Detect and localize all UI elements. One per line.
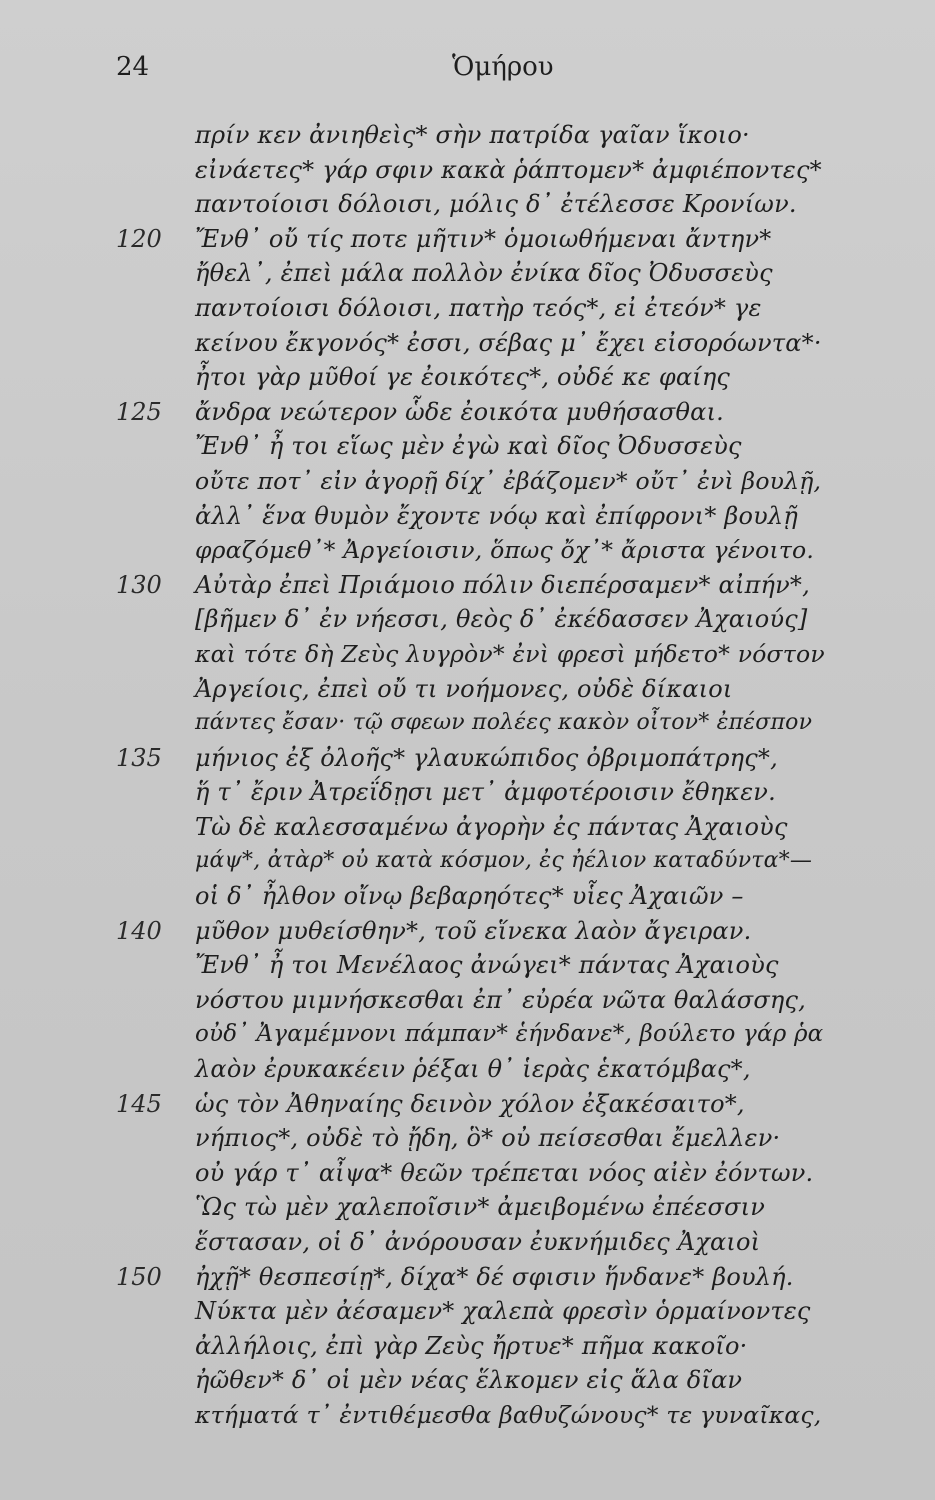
verse-line-text: παντοίοισι δόλοισι, μόλις δ᾽ ἐτέλεσσε Κρονίων. (195, 190, 797, 219)
verse-line (0, 499, 935, 534)
verse-line (0, 637, 935, 672)
verse-line (0, 1156, 935, 1191)
verse-line-text: ἦτοι γὰρ μῦθοί γε ἐοικότες*, οὐδέ κε φαίης (195, 363, 731, 392)
verse-line (0, 706, 935, 741)
verse-line (0, 1329, 935, 1364)
running-title: Ὁμήρου (452, 52, 554, 82)
verse-line-text: Νύκτα μὲν ἀέσαμεν* χαλεπὰ φρεσὶν ὁρμαίνοντες (195, 1297, 811, 1326)
verse-line (0, 326, 935, 361)
verse-line (0, 464, 935, 499)
verse-line-text: λαὸν ἐρυκακέειν ῥέξαι θ᾽ ἱερὰς ἑκατόμβας*, (195, 1055, 751, 1084)
verse-line (0, 1121, 935, 1156)
verse-line (0, 741, 935, 776)
verse-line-text: ἠχῇ* θεσπεσίῃ*, δίχα* δέ σφισιν ἥνδανε* βουλή. (195, 1262, 794, 1291)
verse-line (0, 1017, 935, 1052)
page-header (0, 52, 935, 92)
verse-line (0, 775, 935, 810)
verse-line-text: Τὼ δὲ καλεσσαμένω ἀγορὴν ἐς πάντας Ἀχαιοὺς (195, 812, 788, 841)
verse-line (0, 1260, 935, 1295)
verse-line-text: Ὣς τὼ μὲν χαλεποῖσιν* ἀμειβομένω ἐπέεσσιν (195, 1193, 766, 1222)
verse-line-text: πάντες ἔσαν· τῷ σφεων πολέες κακὸν οἶτον* ἐπέσπον (195, 710, 813, 736)
verse-line-text: παντοίοισι δόλοισι, πατὴρ τεός*, εἰ ἐτεόν* γε (195, 293, 762, 322)
verse-line-text: πρίν κεν ἀνιηθεὶς* σὴν πατρίδα γαῖαν ἵκοιο· (195, 121, 750, 149)
line-number: 150 (116, 1262, 162, 1291)
verse-line (0, 395, 935, 430)
page-number: 24 (116, 52, 150, 82)
verse-line-text: Ἔνθ᾽ ἦ τοι Μενέλαος ἀνώγει* πάντας Ἀχαιοὺς (195, 951, 779, 980)
verse-line-text: ὡς τὸν Ἀθηναίης δεινὸν χόλον ἐξακέσαιτο*, (195, 1089, 745, 1118)
line-number: 140 (116, 916, 162, 945)
verse-line-text: ἤθελ᾽, ἐπεὶ μάλα πολλὸν ἐνίκα δῖος Ὀδυσσεὺς (195, 259, 773, 288)
verse-line (0, 187, 935, 222)
verse-line (0, 1398, 935, 1433)
verse-line (0, 983, 935, 1018)
verse-line-text: ἠῶθεν* δ᾽ οἱ μὲν νέας ἕλκομεν εἰς ἅλα δῖαν (195, 1366, 743, 1395)
verse-line-text: μήνιος ἐξ ὀλοῆς* γλαυκώπιδος ὀβριμοπάτρης*, (195, 743, 778, 772)
verse-line (0, 1363, 935, 1398)
verse-line (0, 948, 935, 983)
verse-line-text: Ἔνθ᾽ οὔ τίς ποτε μῆτιν* ὁμοιωθήμεναι ἄντην* (195, 224, 772, 253)
verse-line-text: Αὐτὰρ ἐπεὶ Πριάμοιο πόλιν διεπέρσαμεν* αἰπήν*, (195, 570, 810, 599)
verse-line-text: νήπιος*, οὐδὲ τὸ ᾔδη, ὃ* οὐ πείσεσθαι ἔμελλεν· (195, 1124, 781, 1153)
verse-line-text: μάψ*, ἀτὰρ* οὐ κατὰ κόσμον, ἐς ἠέλιον καταδύντα*— (195, 848, 813, 874)
verse-line (0, 914, 935, 949)
verse-line (0, 672, 935, 707)
verse-line (0, 291, 935, 326)
line-number: 120 (116, 224, 162, 253)
verse-line-text: οἱ δ᾽ ἦλθον οἴνῳ βεβαρηότες* υἷες Ἀχαιῶν – (195, 882, 744, 911)
verse-line-text: ἀλλ᾽ ἕνα θυμὸν ἔχοντε νόῳ καὶ ἐπίφρονι* βουλῇ (195, 501, 798, 530)
verse-line (0, 1294, 935, 1329)
verse-line (0, 118, 935, 153)
verse-line-text: μῦθον μυθείσθην*, τοῦ εἵνεκα λαὸν ἄγειραν. (195, 916, 752, 945)
verse-line-text: [βῆμεν δ᾽ ἐν νήεσσι, θεὸς δ᾽ ἐκέδασσεν Ἀχαιούς] (195, 605, 808, 634)
verse-line (0, 810, 935, 845)
verse-line (0, 879, 935, 914)
verse-line-text: καὶ τότε δὴ Ζεὺς λυγρὸν* ἐνὶ φρεσὶ μήδετο* νόστον (195, 639, 825, 668)
verse-line-text: Ἀργείοις, ἐπεὶ οὔ τι νοήμονες, οὐδὲ δίκαιοι (195, 674, 733, 703)
verse-line (0, 1225, 935, 1260)
verse-line-text: νόστου μιμνήσκεσθαι ἐπ᾽ εὐρέα νῶτα θαλάσσης, (195, 985, 806, 1014)
verse-line (0, 360, 935, 395)
verse-line-text: εἰνάετες* γάρ σφιν κακὰ ῥάπτομεν* ἀμφιέποντες* (195, 155, 822, 184)
verse-line-text: Ἔνθ᾽ ἦ τοι εἵως μὲν ἐγὼ καὶ δῖος Ὀδυσσεὺς (195, 432, 742, 461)
verse-line-text: ἕστασαν, οἱ δ᾽ ἀνόρουσαν ἐυκνήμιδες Ἀχαιοὶ (195, 1228, 761, 1256)
verse-line-text: ἀλλήλοις, ἐπὶ γὰρ Ζεὺς ἤρτυε* πῆμα κακοῖο· (195, 1331, 748, 1360)
line-number: 125 (116, 397, 162, 426)
verse-line-text: οὐδ᾽ Ἀγαμέμνονι πάμπαν* ἑήνδανε*, βούλετο γάρ ῥα (195, 1021, 824, 1048)
verse-line (0, 153, 935, 188)
verse-line (0, 1052, 935, 1087)
verse-line (0, 1190, 935, 1225)
verse-line (0, 429, 935, 464)
verse-line-text: κτήματά τ᾽ ἐντιθέμεσθα βαθυζώνους* τε γυναῖκας, (195, 1400, 822, 1429)
verse-line (0, 602, 935, 637)
verse-line (0, 844, 935, 879)
verse-line-text: κείνου ἔκγονός* ἐσσι, σέβας μ᾽ ἔχει εἰσορόωντα*· (195, 328, 822, 357)
line-number: 135 (116, 743, 162, 772)
verse-text (0, 118, 935, 1433)
line-number: 130 (116, 570, 162, 599)
verse-line-text: ἄνδρα νεώτερον ὧδε ἐοικότα μυθήσασθαι. (195, 397, 725, 426)
verse-line (0, 1087, 935, 1122)
verse-line (0, 533, 935, 568)
verse-line (0, 256, 935, 291)
verse-line-text: ἥ τ᾽ ἔριν Ἀτρεΐδῃσι μετ᾽ ἀμφοτέροισιν ἔθηκεν. (195, 778, 776, 807)
verse-line (0, 222, 935, 257)
line-number: 145 (116, 1089, 162, 1118)
verse-line-text: οὐ γάρ τ᾽ αἶψα* θεῶν τρέπεται νόος αἰὲν ἐόντων. (195, 1158, 814, 1187)
verse-line-text: φραζόμεθ᾽* Ἀργείοισιν, ὅπως ὄχ᾽* ἄριστα γένοιτο. (195, 536, 815, 565)
verse-line (0, 568, 935, 603)
verse-line-text: οὔτε ποτ᾽ εἰν ἀγορῇ δίχ᾽ ἐβάζομεν* οὔτ᾽ ἐνὶ βουλῇ, (195, 466, 822, 495)
